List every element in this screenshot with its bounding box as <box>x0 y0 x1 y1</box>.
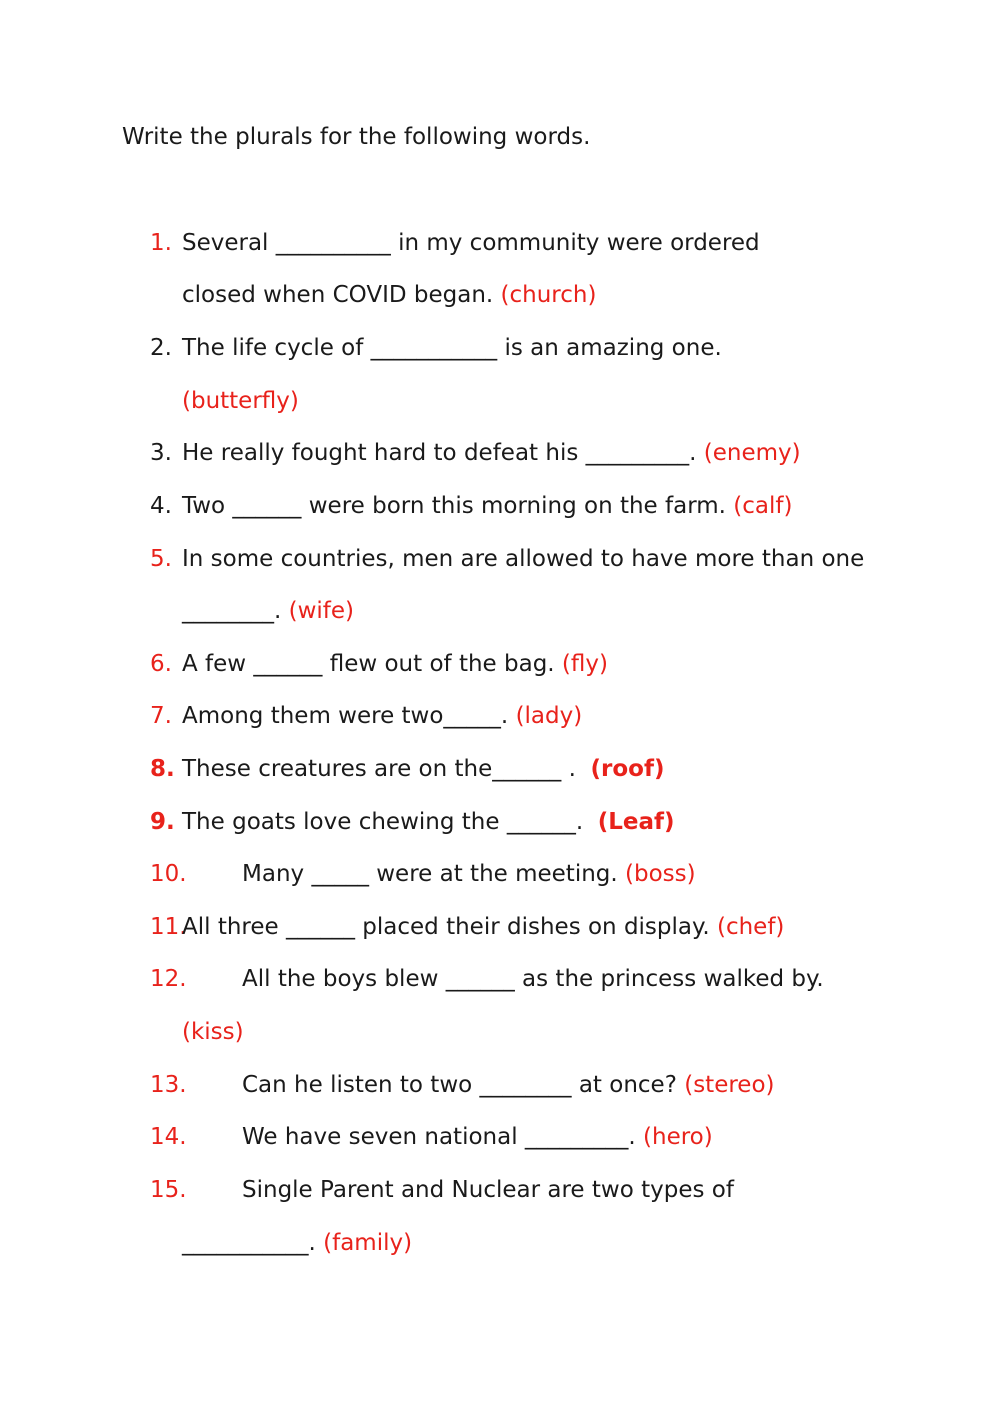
list-item-1-cont <box>0 278 1000 312</box>
item-hint: (boss) <box>625 861 696 887</box>
list-item-2 <box>0 331 1000 365</box>
item-number: 4. <box>150 493 172 519</box>
list-item-9 <box>0 805 1000 839</box>
item-number: 2. <box>150 335 172 361</box>
item-text: The life cycle of ___________ is an amazing one. <box>182 335 722 361</box>
item-hint: (hero) <box>643 1124 713 1150</box>
item-hint: (enemy) <box>703 440 801 466</box>
item-text: A few ______ flew out of the bag. (fly) <box>182 651 608 677</box>
item-hint: (fly) <box>561 651 608 677</box>
item-text: The goats love chewing the ______. (Leaf) <box>182 809 675 835</box>
item-number: 15. <box>150 1177 187 1203</box>
item-text: Among them were two_____. (lady) <box>182 703 583 729</box>
item-number: 6. <box>150 651 172 677</box>
item-text: Two ______ were born this morning on the farm. (calf) <box>182 493 793 519</box>
item-text: All three ______ placed their dishes on display. (chef) <box>182 914 785 940</box>
item-text: Many _____ were at the meeting. (boss) <box>242 861 696 887</box>
item-number: 12. <box>150 966 187 992</box>
item-text: These creatures are on the______ . (roof) <box>182 756 665 782</box>
list-item-15-cont <box>0 1226 1000 1260</box>
item-text-cont: ________. (wife) <box>182 598 355 624</box>
list-item-4 <box>0 489 1000 523</box>
item-number: 8. <box>150 756 175 782</box>
list-item-6 <box>0 647 1000 681</box>
item-number: 9. <box>150 809 175 835</box>
item-hint: (roof) <box>590 756 665 782</box>
item-text: All the boys blew ______ as the princess walked by. <box>242 966 824 992</box>
list-item-11 <box>0 910 1000 944</box>
instruction-heading: Write the plurals for the following words. <box>122 124 591 150</box>
item-number: 13. <box>150 1072 187 1098</box>
item-hint: (wife) <box>288 598 355 624</box>
list-item-12-cont <box>0 1015 1000 1049</box>
list-item-12 <box>0 962 1000 996</box>
list-item-5 <box>0 542 1000 576</box>
item-number: 5. <box>150 546 172 572</box>
list-item-3 <box>0 436 1000 470</box>
item-text: Single Parent and Nuclear are two types of <box>242 1177 734 1203</box>
item-number: 11. <box>150 914 187 940</box>
item-hint: (kiss) <box>182 1019 244 1045</box>
item-text: He really fought hard to defeat his _________. (enemy) <box>182 440 801 466</box>
item-text: In some countries, men are allowed to have more than one <box>182 546 865 572</box>
item-number: 14. <box>150 1124 187 1150</box>
item-hint: (butterfly) <box>182 388 299 414</box>
item-hint: (calf) <box>733 493 793 519</box>
item-hint: (Leaf) <box>597 809 675 835</box>
list-item-5-cont <box>0 594 1000 628</box>
list-item-10 <box>0 857 1000 891</box>
item-hint: (chef) <box>716 914 785 940</box>
item-text-cont: closed when COVID began. (church) <box>182 282 597 308</box>
list-item-7 <box>0 699 1000 733</box>
item-text: Several __________ in my community were ordered <box>182 230 760 256</box>
list-item-2-cont <box>0 384 1000 418</box>
item-hint: (stereo) <box>684 1072 775 1098</box>
item-hint: (lady) <box>515 703 583 729</box>
list-item-1 <box>0 226 1000 260</box>
list-item-13 <box>0 1068 1000 1102</box>
item-number: 10. <box>150 861 187 887</box>
item-number: 7. <box>150 703 172 729</box>
item-text: We have seven national _________. (hero) <box>242 1124 713 1150</box>
item-number: 3. <box>150 440 172 466</box>
list-item-8 <box>0 752 1000 786</box>
list-item-14 <box>0 1120 1000 1154</box>
item-number: 1. <box>150 230 172 256</box>
list-item-15 <box>0 1173 1000 1207</box>
item-hint: (family) <box>323 1230 413 1256</box>
item-text: Can he listen to two ________ at once? (stereo) <box>242 1072 775 1098</box>
item-hint: (church) <box>500 282 597 308</box>
item-text-cont: ___________. (family) <box>182 1230 413 1256</box>
